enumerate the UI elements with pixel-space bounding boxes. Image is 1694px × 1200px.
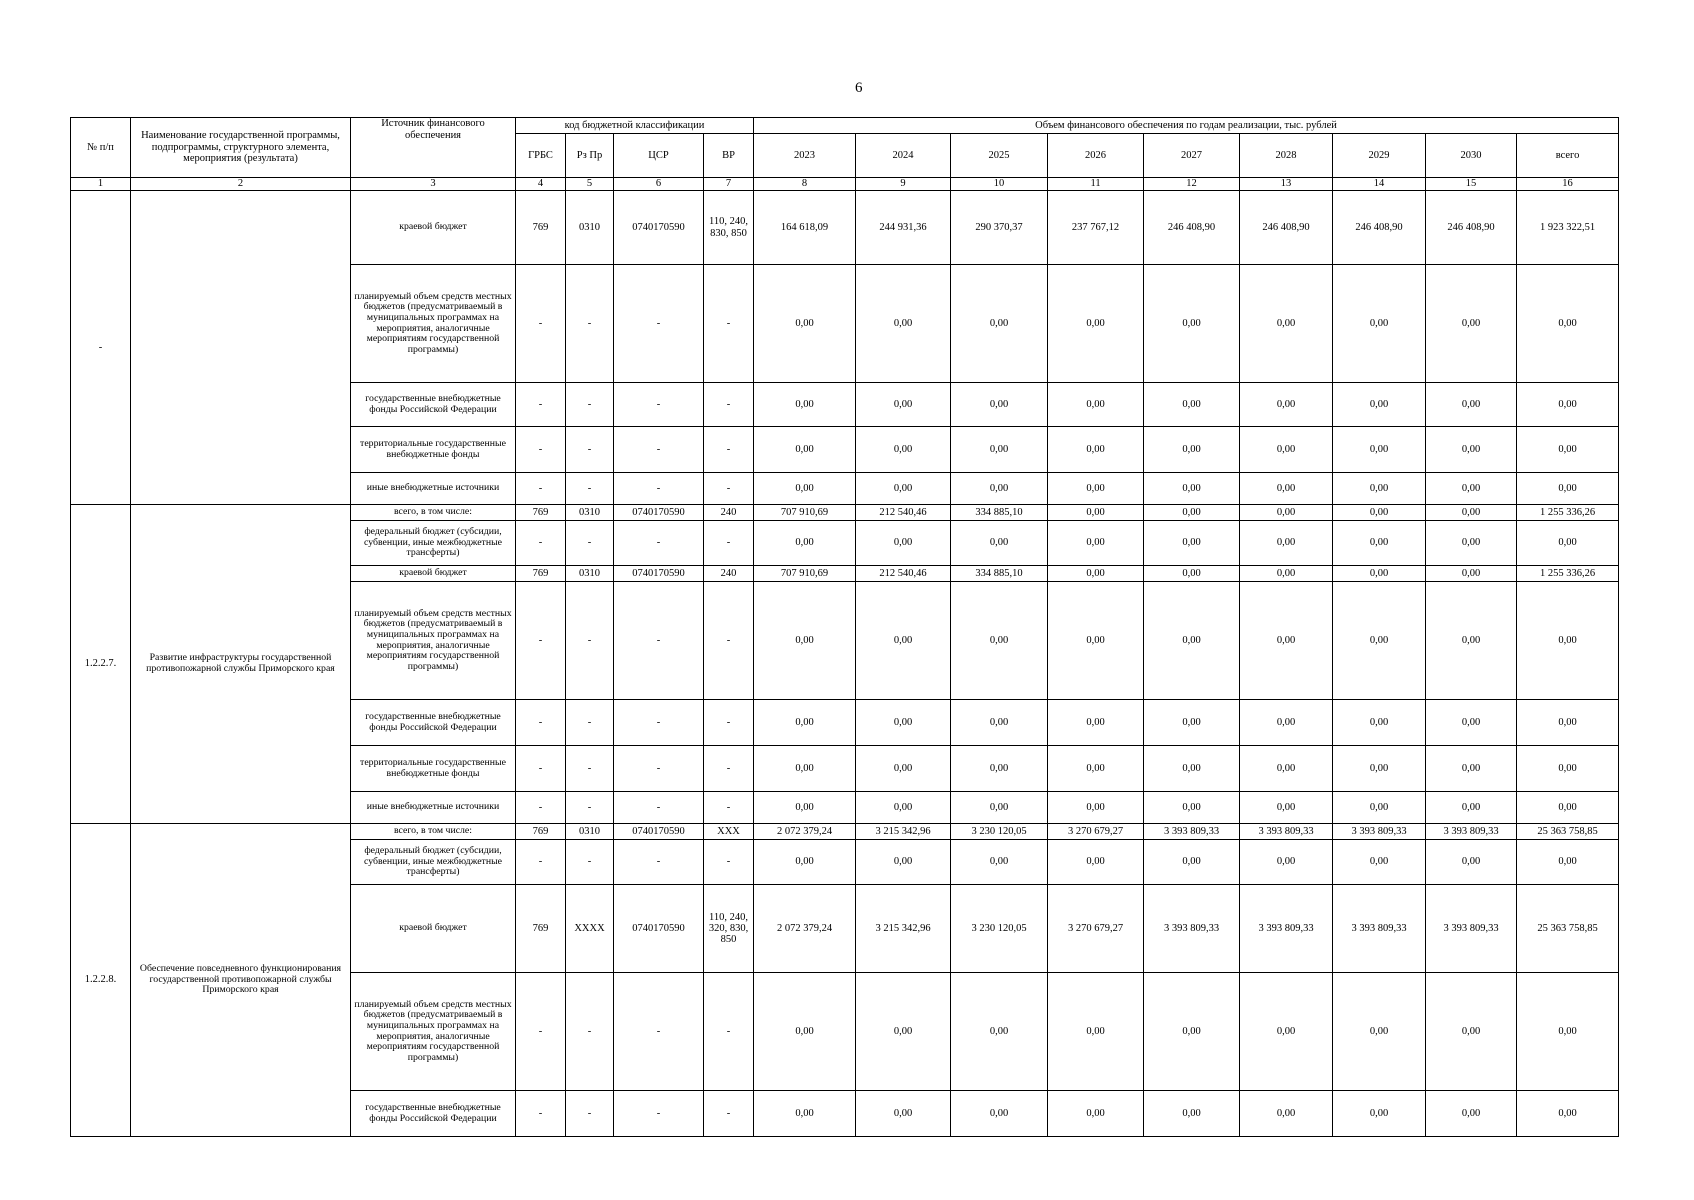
vr-code: - — [704, 383, 754, 427]
grbs-code: - — [516, 383, 566, 427]
year-value: 3 393 809,33 — [1426, 885, 1517, 973]
year-value: 3 230 120,05 — [951, 885, 1048, 973]
header-volume-group: Объем финансового обеспечения по годам реализации, тыс. рублей — [754, 118, 1619, 134]
year-value: 0,00 — [1048, 582, 1144, 700]
item-number: - — [71, 191, 131, 505]
year-value: 0,00 — [856, 582, 951, 700]
year-value: 0,00 — [856, 700, 951, 746]
year-value: 0,00 — [1048, 473, 1144, 505]
total-value: 0,00 — [1517, 265, 1619, 383]
total-value: 0,00 — [1517, 521, 1619, 566]
year-value: 0,00 — [856, 265, 951, 383]
year-value: 212 540,46 — [856, 505, 951, 521]
grbs-code: - — [516, 746, 566, 792]
year-value: 0,00 — [1426, 473, 1517, 505]
year-value: 0,00 — [1144, 427, 1240, 473]
item-name: Развитие инфраструктуры государственной противопожарной службы Приморского края — [131, 505, 351, 824]
csr-code: 0740170590 — [614, 824, 704, 840]
rzpr-code: - — [566, 746, 614, 792]
year-value: 0,00 — [951, 840, 1048, 885]
year-value: 0,00 — [1048, 265, 1144, 383]
year-value: 3 270 679,27 — [1048, 824, 1144, 840]
year-value: 0,00 — [1048, 566, 1144, 582]
year-value: 0,00 — [951, 746, 1048, 792]
funding-source: краевой бюджет — [351, 885, 516, 973]
table-body — [71, 191, 1619, 1137]
item-number: 1.2.2.7. — [71, 505, 131, 824]
year-value: 0,00 — [1048, 973, 1144, 1091]
col-number: 8 — [754, 178, 856, 191]
funding-source: планируемый объем средств местных бюджетов (предусматриваемый в муниципальных программах на мероприятия, аналогичные мероприятиям государственной программы) — [351, 582, 516, 700]
year-value: 0,00 — [1144, 566, 1240, 582]
year-value: 0,00 — [1240, 473, 1333, 505]
grbs-code: - — [516, 792, 566, 824]
year-value: 212 540,46 — [856, 566, 951, 582]
funding-source: планируемый объем средств местных бюджетов (предусматриваемый в муниципальных программах на мероприятия, аналогичные мероприятиям государственной программы) — [351, 265, 516, 383]
year-value: 0,00 — [1240, 973, 1333, 1091]
funding-source: федеральный бюджет (субсидии, субвенции, иные межбюджетные трансферты) — [351, 521, 516, 566]
year-value: 0,00 — [1144, 383, 1240, 427]
csr-code: 0740170590 — [614, 191, 704, 265]
year-value: 0,00 — [754, 427, 856, 473]
header-year-col: 2029 — [1333, 134, 1426, 178]
year-value: 237 767,12 — [1048, 191, 1144, 265]
col-number: 7 — [704, 178, 754, 191]
csr-code: - — [614, 427, 704, 473]
col-number: 9 — [856, 178, 951, 191]
vr-code: - — [704, 265, 754, 383]
year-value: 0,00 — [856, 746, 951, 792]
funding-source: территориальные государственные внебюджетные фонды — [351, 746, 516, 792]
csr-code: - — [614, 700, 704, 746]
year-value: 0,00 — [1333, 521, 1426, 566]
total-value: 0,00 — [1517, 746, 1619, 792]
year-value: 0,00 — [754, 1091, 856, 1137]
year-value: 3 393 809,33 — [1333, 824, 1426, 840]
item-number: 1.2.2.8. — [71, 824, 131, 1137]
total-value: 1 923 322,51 — [1517, 191, 1619, 265]
year-value: 0,00 — [1426, 746, 1517, 792]
vr-code: 240 — [704, 566, 754, 582]
grbs-code: - — [516, 521, 566, 566]
year-value: 0,00 — [856, 473, 951, 505]
year-value: 0,00 — [1333, 473, 1426, 505]
rzpr-code: - — [566, 1091, 614, 1137]
year-value: 0,00 — [1426, 582, 1517, 700]
year-value: 0,00 — [951, 427, 1048, 473]
col-number: 3 — [351, 178, 516, 191]
vr-code: - — [704, 973, 754, 1091]
year-value: 0,00 — [1240, 566, 1333, 582]
rzpr-code: - — [566, 840, 614, 885]
col-number: 16 — [1517, 178, 1619, 191]
year-value: 0,00 — [951, 521, 1048, 566]
csr-code: - — [614, 265, 704, 383]
year-value: 0,00 — [754, 265, 856, 383]
year-value: 0,00 — [856, 427, 951, 473]
funding-source: федеральный бюджет (субсидии, субвенции, иные межбюджетные трансферты) — [351, 840, 516, 885]
year-value: 0,00 — [1426, 840, 1517, 885]
csr-code: - — [614, 582, 704, 700]
header-kbk-group: код бюджетной классификации — [516, 118, 754, 134]
header-kbk-col: ВР — [704, 134, 754, 178]
year-value: 0,00 — [951, 792, 1048, 824]
rzpr-code: - — [566, 383, 614, 427]
vr-code: ХХХ — [704, 824, 754, 840]
total-value: 0,00 — [1517, 840, 1619, 885]
year-value: 0,00 — [1240, 700, 1333, 746]
item-name — [131, 191, 351, 505]
year-value: 0,00 — [1426, 566, 1517, 582]
year-value: 334 885,10 — [951, 566, 1048, 582]
grbs-code: - — [516, 582, 566, 700]
financing-table — [70, 117, 1619, 1137]
grbs-code: - — [516, 427, 566, 473]
year-value: 0,00 — [1426, 792, 1517, 824]
funding-source: государственные внебюджетные фонды Российской Федерации — [351, 383, 516, 427]
col-number: 11 — [1048, 178, 1144, 191]
year-value: 0,00 — [1240, 1091, 1333, 1137]
year-value: 0,00 — [1426, 521, 1517, 566]
total-value: 0,00 — [1517, 792, 1619, 824]
csr-code: - — [614, 383, 704, 427]
year-value: 0,00 — [1333, 265, 1426, 383]
year-value: 0,00 — [1240, 582, 1333, 700]
rzpr-code: ХХХХ — [566, 885, 614, 973]
grbs-code: 769 — [516, 566, 566, 582]
year-value: 0,00 — [1144, 840, 1240, 885]
year-value: 707 910,69 — [754, 566, 856, 582]
header-year-col: 2028 — [1240, 134, 1333, 178]
total-value: 0,00 — [1517, 473, 1619, 505]
csr-code: - — [614, 473, 704, 505]
year-value: 0,00 — [1048, 840, 1144, 885]
year-value: 0,00 — [1144, 973, 1240, 1091]
csr-code: - — [614, 1091, 704, 1137]
header-kbk-col: Рз Пр — [566, 134, 614, 178]
year-value: 334 885,10 — [951, 505, 1048, 521]
grbs-code: - — [516, 1091, 566, 1137]
col-number: 10 — [951, 178, 1048, 191]
year-value: 0,00 — [856, 840, 951, 885]
vr-code: 110, 240, 320, 830, 850 — [704, 885, 754, 973]
year-value: 0,00 — [754, 746, 856, 792]
year-value: 0,00 — [856, 792, 951, 824]
vr-code: - — [704, 700, 754, 746]
year-value: 0,00 — [1144, 265, 1240, 383]
csr-code: 0740170590 — [614, 566, 704, 582]
total-value: 25 363 758,85 — [1517, 824, 1619, 840]
table-row — [71, 824, 1619, 840]
col-number: 2 — [131, 178, 351, 191]
year-value: 0,00 — [951, 265, 1048, 383]
grbs-code: 769 — [516, 885, 566, 973]
year-value: 2 072 379,24 — [754, 885, 856, 973]
vr-code: - — [704, 521, 754, 566]
year-value: 0,00 — [856, 521, 951, 566]
year-value: 3 393 809,33 — [1426, 824, 1517, 840]
rzpr-code: - — [566, 473, 614, 505]
funding-source: государственные внебюджетные фонды Российской Федерации — [351, 700, 516, 746]
grbs-code: 769 — [516, 824, 566, 840]
year-value: 0,00 — [1333, 582, 1426, 700]
year-value: 0,00 — [1240, 746, 1333, 792]
grbs-code: - — [516, 265, 566, 383]
year-value: 3 393 809,33 — [1240, 824, 1333, 840]
year-value: 0,00 — [951, 473, 1048, 505]
csr-code: - — [614, 840, 704, 885]
year-value: 0,00 — [1426, 383, 1517, 427]
year-value: 3 215 342,96 — [856, 885, 951, 973]
year-value: 0,00 — [1333, 505, 1426, 521]
csr-code: - — [614, 973, 704, 1091]
vr-code: - — [704, 792, 754, 824]
col-number: 5 — [566, 178, 614, 191]
year-value: 0,00 — [754, 792, 856, 824]
year-value: 0,00 — [1048, 1091, 1144, 1137]
csr-code: 0740170590 — [614, 885, 704, 973]
funding-source: государственные внебюджетные фонды Российской Федерации — [351, 1091, 516, 1137]
grbs-code: - — [516, 840, 566, 885]
col-number: 14 — [1333, 178, 1426, 191]
table-row — [71, 505, 1619, 521]
year-value: 0,00 — [1144, 582, 1240, 700]
grbs-code: - — [516, 473, 566, 505]
csr-code: - — [614, 792, 704, 824]
header-year-col: 2025 — [951, 134, 1048, 178]
year-value: 3 230 120,05 — [951, 824, 1048, 840]
year-value: 0,00 — [754, 473, 856, 505]
year-value: 246 408,90 — [1240, 191, 1333, 265]
csr-code: - — [614, 746, 704, 792]
vr-code: 240 — [704, 505, 754, 521]
year-value: 0,00 — [1048, 792, 1144, 824]
year-value: 0,00 — [1240, 792, 1333, 824]
year-value: 0,00 — [1240, 265, 1333, 383]
col-number: 15 — [1426, 178, 1517, 191]
header-year-col: 2027 — [1144, 134, 1240, 178]
funding-source: краевой бюджет — [351, 191, 516, 265]
year-value: 0,00 — [1144, 746, 1240, 792]
year-value: 3 393 809,33 — [1333, 885, 1426, 973]
year-value: 0,00 — [1048, 700, 1144, 746]
year-value: 0,00 — [856, 1091, 951, 1137]
year-value: 246 408,90 — [1333, 191, 1426, 265]
year-value: 0,00 — [754, 383, 856, 427]
year-value: 3 393 809,33 — [1240, 885, 1333, 973]
vr-code: - — [704, 582, 754, 700]
rzpr-code: 0310 — [566, 191, 614, 265]
total-value: 0,00 — [1517, 582, 1619, 700]
year-value: 0,00 — [1240, 427, 1333, 473]
year-value: 0,00 — [1048, 521, 1144, 566]
col-number: 1 — [71, 178, 131, 191]
year-value: 707 910,69 — [754, 505, 856, 521]
vr-code: - — [704, 427, 754, 473]
year-value: 0,00 — [1333, 746, 1426, 792]
page-number: 6 — [855, 80, 863, 96]
csr-code: 0740170590 — [614, 505, 704, 521]
year-value: 0,00 — [856, 973, 951, 1091]
year-value: 246 408,90 — [1144, 191, 1240, 265]
funding-source: иные внебюджетные источники — [351, 792, 516, 824]
col-number: 4 — [516, 178, 566, 191]
funding-source: всего, в том числе: — [351, 824, 516, 840]
rzpr-code: 0310 — [566, 566, 614, 582]
vr-code: - — [704, 1091, 754, 1137]
funding-source: территориальные государственные внебюджетные фонды — [351, 427, 516, 473]
rzpr-code: - — [566, 265, 614, 383]
rzpr-code: - — [566, 582, 614, 700]
year-value: 0,00 — [1240, 840, 1333, 885]
rzpr-code: - — [566, 792, 614, 824]
year-value: 0,00 — [754, 700, 856, 746]
year-value: 0,00 — [754, 973, 856, 1091]
year-value: 0,00 — [754, 521, 856, 566]
year-value: 0,00 — [951, 1091, 1048, 1137]
year-value: 0,00 — [1426, 427, 1517, 473]
rzpr-code: 0310 — [566, 505, 614, 521]
year-value: 0,00 — [1333, 383, 1426, 427]
year-value: 0,00 — [1144, 505, 1240, 521]
year-value: 0,00 — [1144, 700, 1240, 746]
year-value: 0,00 — [951, 700, 1048, 746]
year-value: 0,00 — [1333, 566, 1426, 582]
header-year-col: 2026 — [1048, 134, 1144, 178]
rzpr-code: - — [566, 521, 614, 566]
year-value: 0,00 — [1333, 700, 1426, 746]
year-value: 3 393 809,33 — [1144, 885, 1240, 973]
total-value: 1 255 336,26 — [1517, 566, 1619, 582]
total-value: 1 255 336,26 — [1517, 505, 1619, 521]
header-year-col: 2024 — [856, 134, 951, 178]
rzpr-code: - — [566, 427, 614, 473]
year-value: 0,00 — [856, 383, 951, 427]
year-value: 0,00 — [754, 582, 856, 700]
header-year-col: 2023 — [754, 134, 856, 178]
vr-code: 110, 240, 830, 850 — [704, 191, 754, 265]
col-number: 6 — [614, 178, 704, 191]
year-value: 0,00 — [1426, 1091, 1517, 1137]
funding-source: иные внебюджетные источники — [351, 473, 516, 505]
year-value: 0,00 — [1426, 265, 1517, 383]
header-year-col: 2030 — [1426, 134, 1517, 178]
year-value: 0,00 — [1048, 427, 1144, 473]
year-value: 0,00 — [1333, 840, 1426, 885]
col-number: 12 — [1144, 178, 1240, 191]
year-value: 3 393 809,33 — [1144, 824, 1240, 840]
col-number: 13 — [1240, 178, 1333, 191]
year-value: 0,00 — [1144, 473, 1240, 505]
year-value: 0,00 — [1048, 746, 1144, 792]
grbs-code: - — [516, 973, 566, 1091]
year-value: 0,00 — [1144, 792, 1240, 824]
vr-code: - — [704, 746, 754, 792]
header-source: Источник финансового обеспечения — [351, 118, 516, 178]
year-value: 3 270 679,27 — [1048, 885, 1144, 973]
year-value: 0,00 — [1426, 700, 1517, 746]
funding-source: всего, в том числе: — [351, 505, 516, 521]
rzpr-code: - — [566, 700, 614, 746]
year-value: 0,00 — [1426, 505, 1517, 521]
grbs-code: 769 — [516, 191, 566, 265]
year-value: 0,00 — [951, 973, 1048, 1091]
year-value: 246 408,90 — [1426, 191, 1517, 265]
year-value: 3 215 342,96 — [856, 824, 951, 840]
year-value: 0,00 — [754, 840, 856, 885]
year-value: 0,00 — [1048, 505, 1144, 521]
rzpr-code: - — [566, 973, 614, 1091]
total-value: 0,00 — [1517, 383, 1619, 427]
year-value: 0,00 — [1426, 973, 1517, 1091]
year-value: 0,00 — [1048, 383, 1144, 427]
vr-code: - — [704, 840, 754, 885]
header-name: Наименование государственной программы, подпрограммы, структурного элемента, мероприятия (результата) — [131, 118, 351, 178]
item-name: Обеспечение повседневного функционирования государственной противопожарной службы Приморского края — [131, 824, 351, 1137]
total-value: 0,00 — [1517, 973, 1619, 1091]
funding-source: планируемый объем средств местных бюджетов (предусматриваемый в муниципальных программах на мероприятия, аналогичные мероприятиям государственной программы) — [351, 973, 516, 1091]
year-value: 2 072 379,24 — [754, 824, 856, 840]
header-num: № п/п — [71, 118, 131, 178]
total-value: 0,00 — [1517, 1091, 1619, 1137]
year-value: 164 618,09 — [754, 191, 856, 265]
funding-source: краевой бюджет — [351, 566, 516, 582]
year-value: 0,00 — [1240, 505, 1333, 521]
year-value: 0,00 — [1144, 1091, 1240, 1137]
year-value: 0,00 — [1333, 973, 1426, 1091]
vr-code: - — [704, 473, 754, 505]
year-value: 0,00 — [1333, 427, 1426, 473]
header-total-col: всего — [1517, 134, 1619, 178]
year-value: 0,00 — [1240, 521, 1333, 566]
total-value: 25 363 758,85 — [1517, 885, 1619, 973]
year-value: 0,00 — [1144, 521, 1240, 566]
total-value: 0,00 — [1517, 427, 1619, 473]
grbs-code: - — [516, 700, 566, 746]
year-value: 0,00 — [1333, 792, 1426, 824]
year-value: 0,00 — [951, 383, 1048, 427]
csr-code: - — [614, 521, 704, 566]
header-kbk-col: ГРБС — [516, 134, 566, 178]
grbs-code: 769 — [516, 505, 566, 521]
rzpr-code: 0310 — [566, 824, 614, 840]
year-value: 0,00 — [1240, 383, 1333, 427]
table-row — [71, 191, 1619, 265]
header-kbk-col: ЦСР — [614, 134, 704, 178]
year-value: 0,00 — [951, 582, 1048, 700]
total-value: 0,00 — [1517, 700, 1619, 746]
year-value: 244 931,36 — [856, 191, 951, 265]
year-value: 0,00 — [1333, 1091, 1426, 1137]
year-value: 290 370,37 — [951, 191, 1048, 265]
